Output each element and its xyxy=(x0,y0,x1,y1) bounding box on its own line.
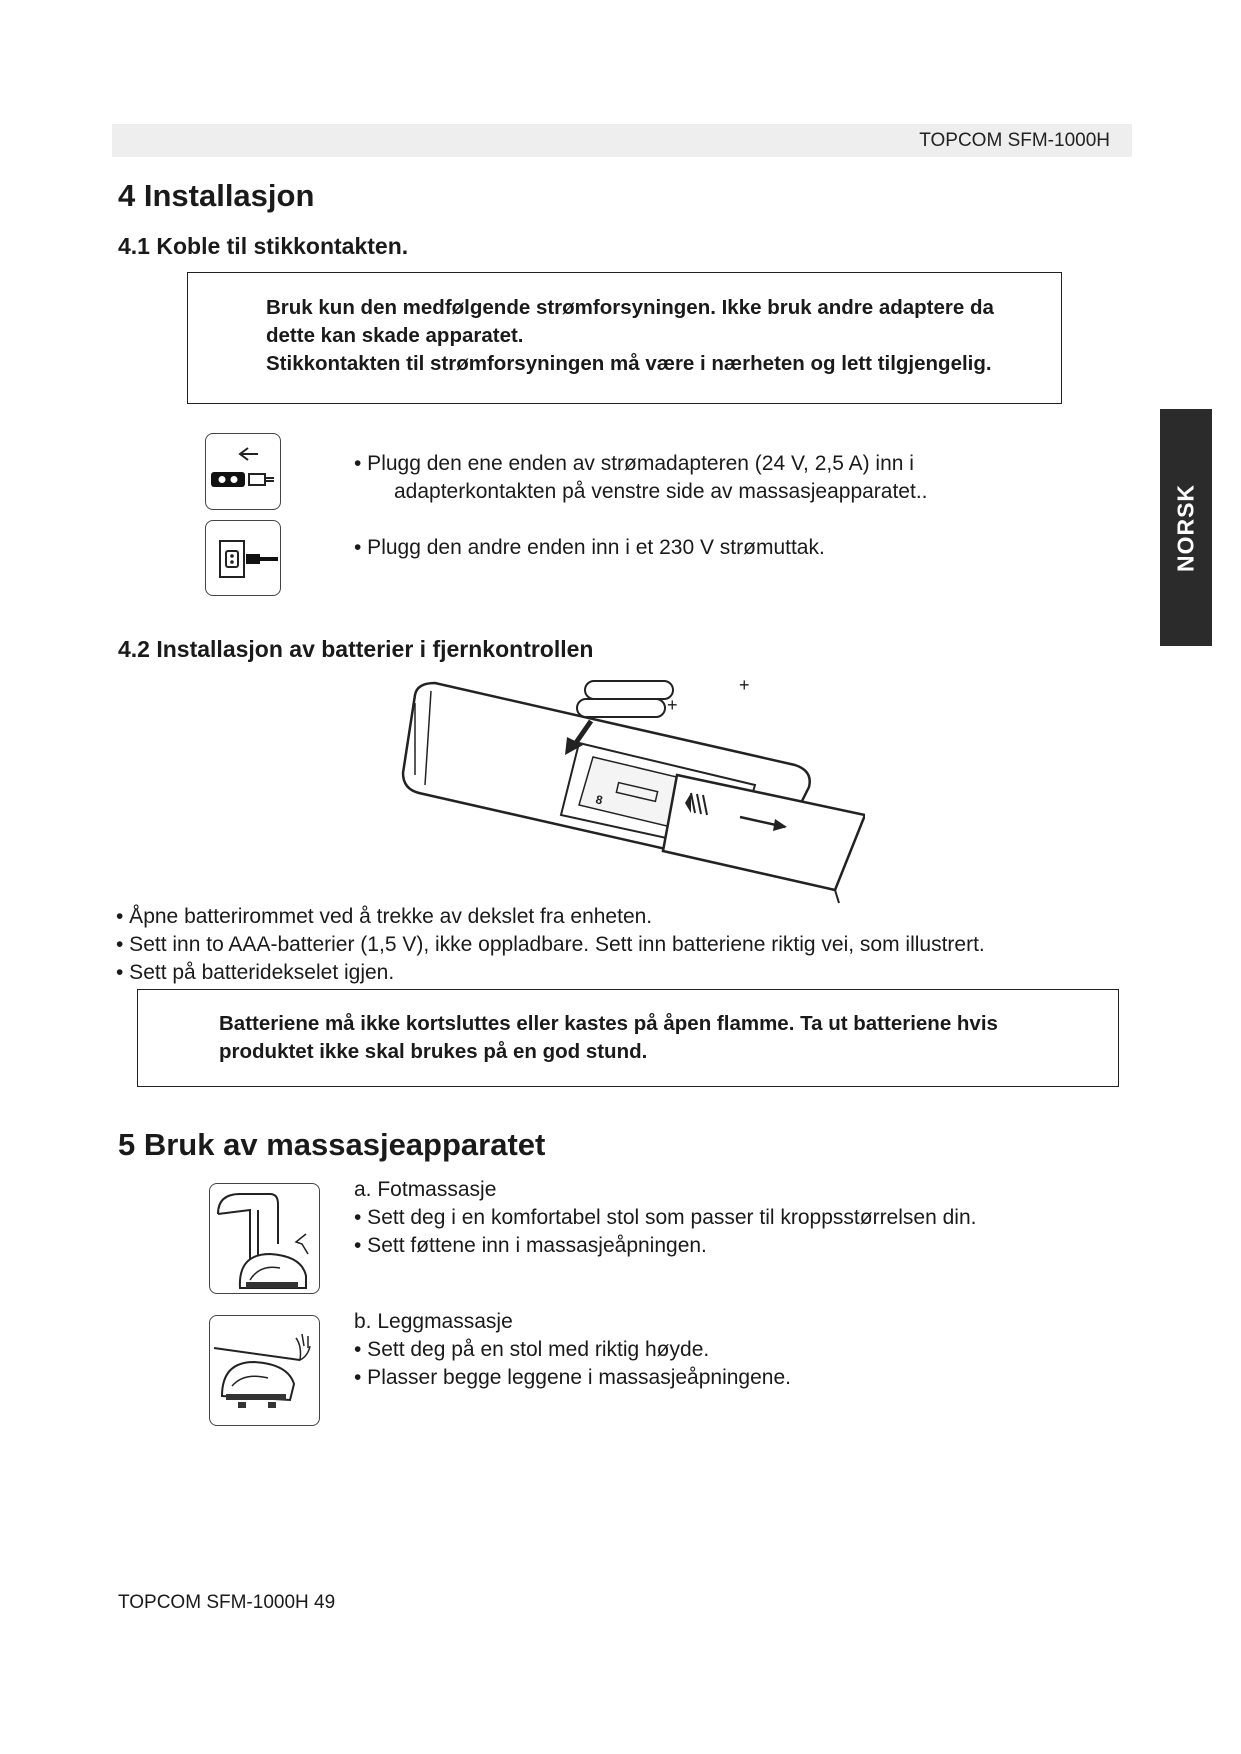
wall-outlet-icon xyxy=(205,520,281,596)
leg-bullet: • Sett deg på en stol med riktig høyde. xyxy=(354,1338,710,1361)
note-line: Bruk kun den medfølgende strømforsyningen. Ikke bruk andre adaptere da xyxy=(266,296,994,319)
foot-bullet: • Sett føttene inn i massasjeåpningen. xyxy=(354,1234,707,1257)
battery-bullet: • Sett på batteridekselet igjen. xyxy=(116,961,395,984)
note-line: Stikkontakten til strømforsyningen må være i nærheten og lett tilgjengelig. xyxy=(266,352,992,375)
power-supply-note-box xyxy=(187,272,1062,404)
page-header-bar xyxy=(112,124,1132,157)
power-instructions xyxy=(354,450,928,506)
language-side-tab xyxy=(1160,409,1212,646)
remote-battery-illustration xyxy=(395,675,865,905)
note-line: produktet ikke skal brukes på en god stund. xyxy=(219,1040,648,1063)
section-5-title: 5 Bruk av massasjeapparatet xyxy=(118,1127,546,1162)
header-product-name: TOPCOM SFM-1000H xyxy=(919,130,1110,151)
bullet-outlet: • Plugg den andre enden inn i et 230 V strømuttak. xyxy=(354,536,825,559)
leg-massage-icon xyxy=(209,1315,320,1426)
aaa-battery-bottom xyxy=(577,699,665,717)
battery-warning-note-box xyxy=(137,989,1119,1087)
leg-bullet: • Plasser begge leggene i massasjeåpningene. xyxy=(354,1366,791,1389)
note-line: dette kan skade apparatet. xyxy=(266,324,524,347)
aaa-battery-top xyxy=(585,681,673,699)
foot-bullet: • Sett deg i en komfortabel stol som passer til kroppsstørrelsen din. xyxy=(354,1206,977,1229)
battery-instructions xyxy=(116,903,985,987)
battery-bullet: • Åpne batterirommet ved å trekke av dekslet fra enheten. xyxy=(116,905,653,928)
section-4-2-title: 4.2 Installasjon av batterier i fjernkontrollen xyxy=(118,636,594,662)
section-4-title: 4 Installasjon xyxy=(118,178,315,213)
page-footer: TOPCOM SFM-1000H 49 xyxy=(118,1592,336,1613)
foot-massage-instructions xyxy=(354,1176,976,1260)
bullet-adapter-line-1: • Plugg den ene enden av strømadapteren (24 V, 2,5 A) inn i xyxy=(354,452,914,475)
section-4-1-title: 4.1 Koble til stikkontakten. xyxy=(118,233,409,259)
adapter-jack-icon xyxy=(205,433,281,510)
foot-massage-icon xyxy=(209,1183,320,1294)
power-instructions-outlet xyxy=(354,534,825,562)
foot-massage-title: a. Fotmassasje xyxy=(354,1178,497,1201)
svg-text:8: 8 xyxy=(594,792,604,808)
language-tab-label: NORSK xyxy=(1172,483,1199,572)
leg-massage-title: b. Leggmassasje xyxy=(354,1310,513,1333)
battery-plus-sign: + xyxy=(667,695,678,715)
note-line: Batteriene må ikke kortsluttes eller kastes på åpen flamme. Ta ut batteriene hvis xyxy=(219,1012,998,1035)
bullet-adapter-line-2: adapterkontakten på venstre side av massasjeapparatet.. xyxy=(394,480,928,503)
leg-massage-instructions xyxy=(354,1308,791,1392)
battery-plus-sign: + xyxy=(739,675,750,695)
battery-bullet: • Sett inn to AAA-batterier (1,5 V), ikke oppladbare. Sett inn batteriene riktig vei, som illustrert. xyxy=(116,933,985,956)
